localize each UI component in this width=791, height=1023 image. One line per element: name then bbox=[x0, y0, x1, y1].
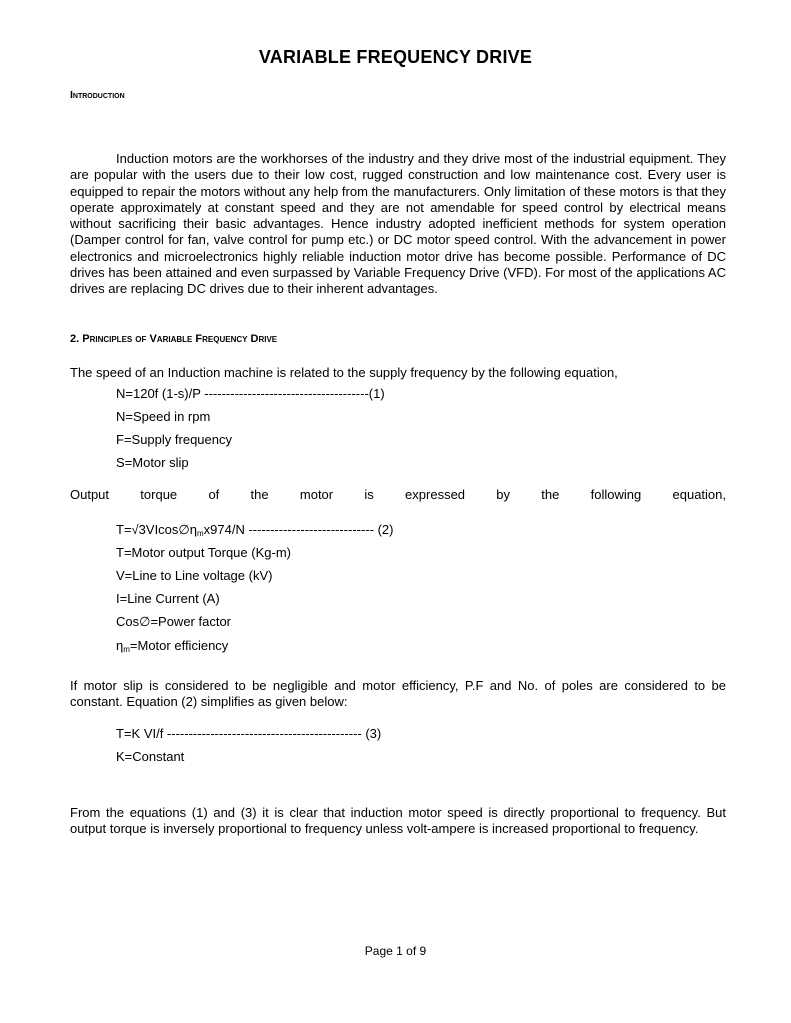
section-2-heading: 2. Principles of Variable Frequency Drive bbox=[70, 333, 278, 345]
torque-word: the bbox=[250, 487, 269, 502]
speed-intro-text: The speed of an Induction machine is related to the supply frequency by the following equation, bbox=[70, 365, 618, 380]
torque-word: torque bbox=[140, 487, 178, 502]
eq2-def-efficiency bbox=[116, 638, 228, 654]
eq2-def-voltage: V=Line to Line voltage (kV) bbox=[116, 568, 273, 583]
torque-word: by bbox=[496, 487, 511, 502]
eq2-def-torque: T=Motor output Torque (Kg-m) bbox=[116, 545, 291, 560]
eta-symbol: η bbox=[116, 638, 124, 653]
torque-word: expressed bbox=[405, 487, 466, 502]
eq3-def-constant: K=Constant bbox=[116, 749, 185, 764]
torque-word: of bbox=[208, 487, 220, 502]
eq2-def-current: I=Line Current (A) bbox=[116, 591, 220, 606]
eq2-tail: x974/N ----------------------------- (2) bbox=[203, 522, 394, 537]
eta-tail: =Motor efficiency bbox=[129, 638, 229, 653]
torque-word: equation, bbox=[672, 487, 726, 502]
torque-word: the bbox=[541, 487, 560, 502]
eq1-def-slip: S=Motor slip bbox=[116, 455, 189, 470]
conclusion-paragraph: From the equations (1) and (3) it is clear that induction motor speed is directly proportional to frequency. But output torque is inversely proportional to frequency unless volt-ampere is increased proportional to frequency. bbox=[70, 805, 726, 837]
torque-word: is bbox=[364, 487, 374, 502]
eq1-def-frequency: F=Supply frequency bbox=[116, 432, 232, 447]
torque-word: motor bbox=[299, 487, 334, 502]
torque-intro-line bbox=[70, 487, 726, 502]
eta-subscript: m bbox=[123, 645, 130, 654]
page-number: Page 1 of 9 bbox=[364, 944, 427, 958]
slip-paragraph: If motor slip is considered to be negligible and motor efficiency, P.F and No. of poles are considered to be constant. Equation (2) simplifies as given below: bbox=[70, 678, 726, 710]
intro-paragraph: Induction motors are the workhorses of the industry and they drive most of the industrial equipment. They are popular with the users due to their low cost, rugged construction and low maintenance cost. Every user is equipped to repair the motors without any help from the manufacturers. Only limitation of these motors is that they operate approximately at constant speed and they are not amendable for speed control by electrical means without sacrificing their basic advantages. Hence industry adopted inefficient methods for system operation (Damper control for fan, valve control for pump etc.) or DC motor speed control. With the advancement in power electronics and microelectronics highly reliable induction motor drive has become possible. Performance of DC drives has been attained and even surpassed by Variable Frequency Drive (VFD). For most of the applications AC drives are replacing DC drives due to their inherent advantages. bbox=[70, 151, 726, 297]
eq2-lead: T=√3VIcos∅η bbox=[116, 522, 197, 537]
eq1-def-speed: N=Speed in rpm bbox=[116, 409, 211, 424]
equation-3: T=K VI/f --------------------------------------------- (3) bbox=[116, 726, 382, 741]
equation-2 bbox=[116, 522, 394, 538]
torque-word: following bbox=[590, 487, 642, 502]
torque-word: Output bbox=[70, 487, 110, 502]
equation-1: N=120f (1-s)/P --------------------------------------(1) bbox=[116, 386, 385, 401]
eq2-subscript: m bbox=[196, 529, 204, 538]
intro-heading: Introduction bbox=[70, 89, 125, 101]
eq2-def-power-factor: Cos∅=Power factor bbox=[116, 614, 232, 629]
document-title: VARIABLE FREQUENCY DRIVE bbox=[258, 47, 533, 67]
